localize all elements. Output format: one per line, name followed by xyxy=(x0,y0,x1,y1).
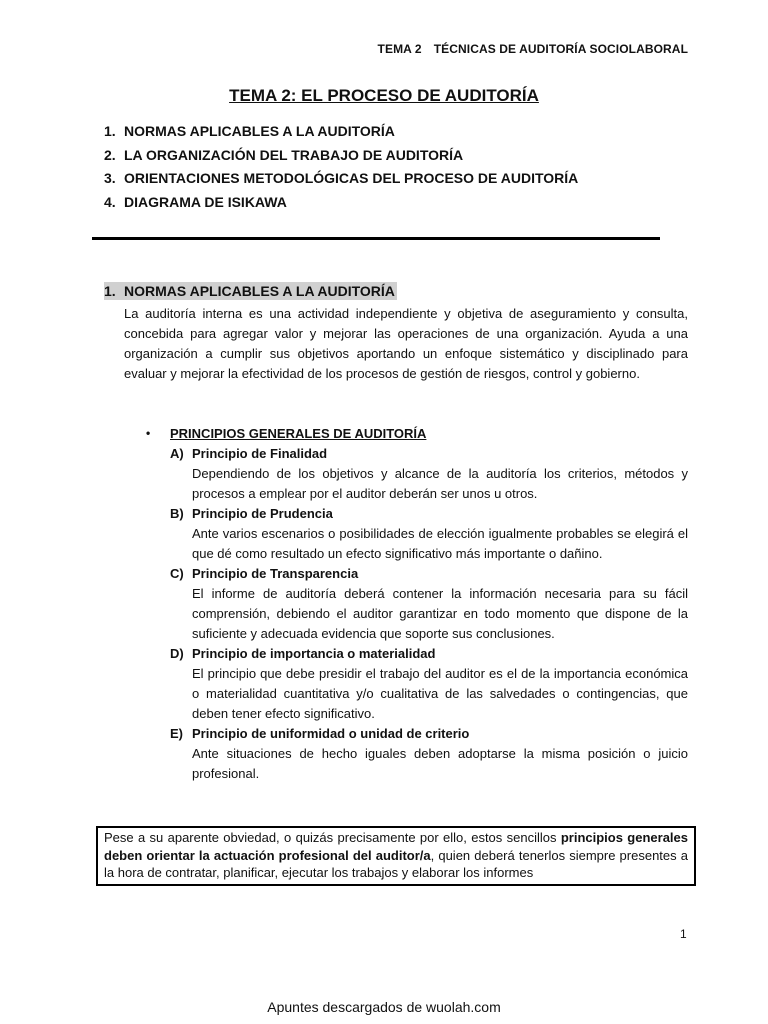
principle-text: Dependiendo de los objetivos y alcance de la auditoría los criterios, métodos y procesos a emplear por el auditor deberán ser unos u otros. xyxy=(192,466,688,501)
principle-text: El informe de auditoría deberá contener la información necesaria para su fácil comprensión, debiendo el auditor garantizar en todo momento que dispone de la suficiente y adecuada evidencia que soporte sus conclusiones. xyxy=(192,586,688,641)
principle-name: Principio de uniformidad o unidad de criterio xyxy=(192,726,470,741)
document-title: TEMA 2: EL PROCESO DE AUDITORÍA xyxy=(229,86,539,105)
horizontal-divider xyxy=(92,237,660,240)
section-intro-paragraph: La auditoría interna es una actividad independiente y objetiva de aseguramiento y consulta, concebida para agregar valor y mejorar las operaciones de una organización. Ayuda a una organización a cumplir sus objetivos aportando un enfoque sistemático y disciplinado para evaluar y mejorar la efectividad de los procesos de gestión de riesgos, control y gobierno. xyxy=(124,306,688,381)
principles-title: • PRINCIPIOS GENERALES DE AUDITORÍA xyxy=(146,426,427,441)
toc-item: 1. NORMAS APLICABLES A LA AUDITORÍA xyxy=(104,123,395,139)
table-of-contents xyxy=(104,123,704,217)
principle-name: Principio de Transparencia xyxy=(192,566,359,581)
principle-item: C) Principio de Transparencia El informe de auditoría deberá contener la información necesaria para su fácil comprensión, debiendo el auditor garantizar en todo momento que dispone de la suficiente y adecuada evidencia que soporte sus conclusiones. xyxy=(170,564,688,644)
toc-item: 2. LA ORGANIZACIÓN DEL TRABAJO DE AUDITORÍA xyxy=(104,146,464,163)
principle-text: Ante situaciones de hecho iguales deben adoptarse la misma posición o juicio profesional. xyxy=(192,746,688,781)
principle-name: Principio de Prudencia xyxy=(192,506,333,521)
highlight-note-box: Pese a su aparente obviedad, o quizás precisamente por ello, estos sencillos principios generales deben orientar la actuación profesional del auditor/a, quien deberá tenerlos siempre presentes a la hora de contratar, planificar, ejecutar los trabajos y elaborar los informes xyxy=(96,826,696,886)
toc-item: 3. ORIENTACIONES METODOLÓGICAS DEL PROCESO DE AUDITORÍA xyxy=(104,170,579,186)
principle-name: Principio de Finalidad xyxy=(192,446,328,461)
principles-list xyxy=(170,444,688,784)
principle-item: E) Principio de uniformidad o unidad de criterio Ante situaciones de hecho iguales deben adoptarse la misma posición o juicio profesional. xyxy=(170,724,688,784)
section-heading: 1. NORMAS APLICABLES A LA AUDITORÍA xyxy=(104,283,395,299)
principle-name: Principio de importancia o materialidad xyxy=(192,646,436,661)
header-topic: TEMA 2 xyxy=(377,42,422,56)
principle-item: A) Principio de Finalidad Dependiendo de los objetivos y alcance de la auditoría los criterios, métodos y procesos a emplear por el auditor deberán ser unos u otros. xyxy=(170,444,688,504)
running-header xyxy=(378,42,688,56)
principle-text: Ante varios escenarios o posibilidades de elección igualmente probables se elegirá el que dé como resultado un efecto significativo más importante o dañino. xyxy=(192,526,688,561)
toc-item: 4. DIAGRAMA DE ISIKAWA xyxy=(104,193,287,210)
bullet-icon: • xyxy=(146,426,151,440)
principle-item: B) Principio de Prudencia Ante varios escenarios o posibilidades de elección igualmente probables se elegirá el que dé como resultado un efecto significativo más importante o dañino. xyxy=(170,504,688,564)
header-subject: TÉCNICAS DE AUDITORÍA SOCIOLABORAL xyxy=(433,42,688,56)
principle-item: D) Principio de importancia o materialidad El principio que debe presidir el trabajo del auditor es el de la importancia económica o materialidad cuantitativa y/o cualitativa de las salvedades o contingencias, que deben tener efecto significativo. xyxy=(170,644,688,724)
principle-text: El principio que debe presidir el trabajo del auditor es el de la importancia económica o materialidad cuantitativa y/o cualitativa de las salvedades o contingencias, que deben tener efecto significativo. xyxy=(192,666,688,721)
footer-text: Apuntes descargados de wuolah.com xyxy=(267,999,501,1015)
page-number: 1 xyxy=(680,927,687,941)
